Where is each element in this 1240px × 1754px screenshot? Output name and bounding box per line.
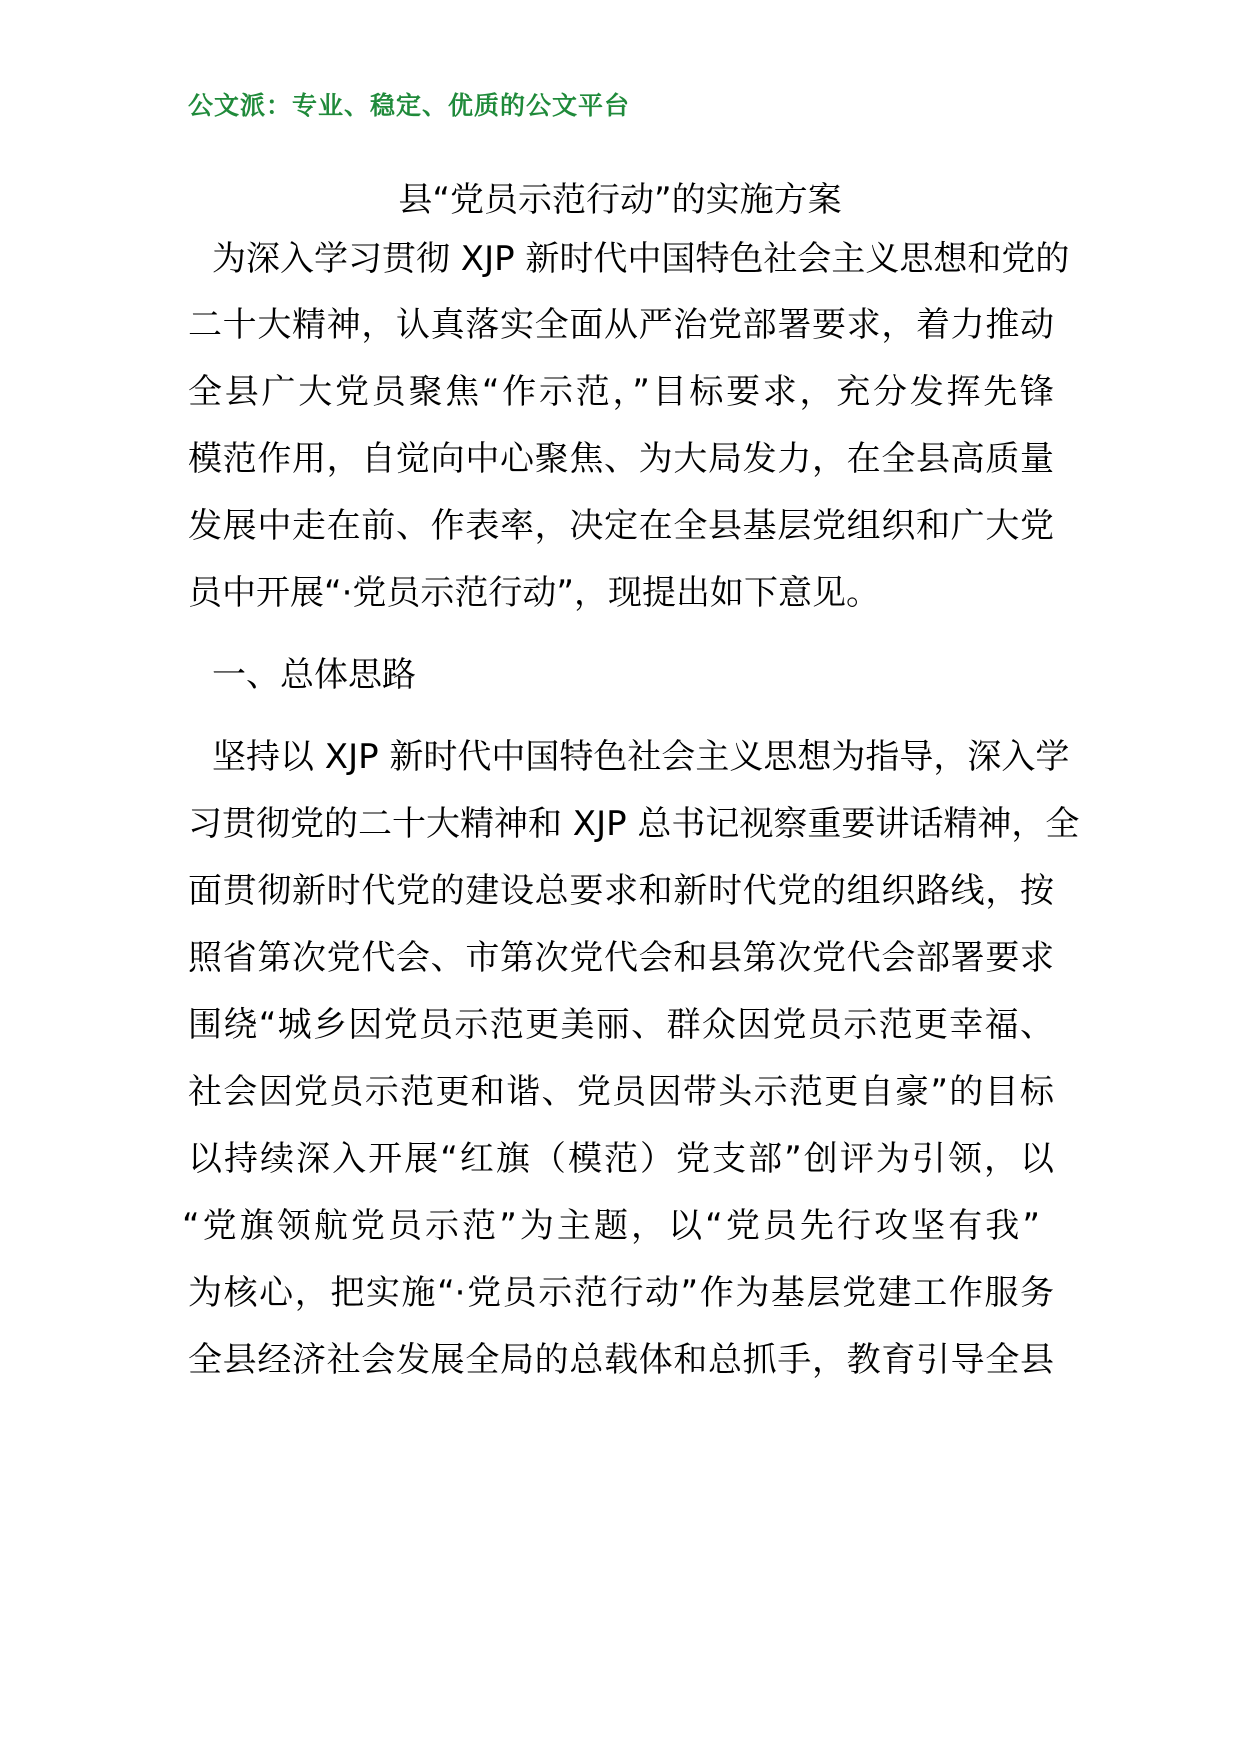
paragraph-1-line-1: 为深入学习贯彻 XJP 新时代中国特色社会主义思想和党的 bbox=[212, 239, 1070, 279]
paragraph-2-line-7: 以持续深入开展“红旗（模范）党支部”创评为引领，以 bbox=[188, 1139, 1054, 1179]
paragraph-2-line-1: 坚持以 XJP 新时代中国特色社会主义思想为指导，深入学 bbox=[212, 737, 1070, 777]
paragraph-1-line-6: 员中开展“·党员示范行动”，现提出如下意见。 bbox=[188, 573, 881, 613]
paragraph-2-line-2: 习贯彻党的二十大精神和 XJP 总书记视察重要讲话精神，全 bbox=[188, 804, 1080, 844]
section-heading-1: 一、总体思路 bbox=[212, 655, 416, 695]
paragraph-2-line-9: 为核心，把实施“·党员示范行动”作为基层党建工作服务 bbox=[188, 1273, 1054, 1313]
paragraph-2-line-6: 社会因党员示范更和谐、党员因带头示范更自豪”的目标 bbox=[188, 1072, 1054, 1112]
paragraph-1-line-5: 发展中走在前、作表率，决定在全县基层党组织和广大党 bbox=[188, 506, 1054, 546]
paragraph-1-line-3: 全县广大党员聚焦“作示范，”目标要求，充分发挥先锋 bbox=[188, 372, 1054, 412]
paragraph-2-line-8: “党旗领航党员示范”为主题，以“党员先行攻坚有我” bbox=[182, 1206, 1040, 1246]
paragraph-2-line-10: 全县经济社会发展全局的总载体和总抓手，教育引导全县 bbox=[188, 1340, 1054, 1380]
paragraph-2-line-5: 围绕“城乡因党员示范更美丽、群众因党员示范更幸福、 bbox=[188, 1005, 1054, 1045]
brand-header: 公文派：专业、稳定、优质的公文平台 bbox=[188, 91, 631, 120]
document-title: 县“党员示范行动”的实施方案 bbox=[398, 180, 842, 220]
paragraph-2-line-4: 照省第次党代会、市第次党代会和县第次党代会部署要求 bbox=[188, 938, 1054, 978]
paragraph-1-line-4: 模范作用，自觉向中心聚焦、为大局发力，在全县高质量 bbox=[188, 439, 1054, 479]
paragraph-2-line-3: 面贯彻新时代党的建设总要求和新时代党的组织路线，按 bbox=[188, 871, 1054, 911]
paragraph-1-line-2: 二十大精神，认真落实全面从严治党部署要求，着力推动 bbox=[188, 305, 1054, 345]
